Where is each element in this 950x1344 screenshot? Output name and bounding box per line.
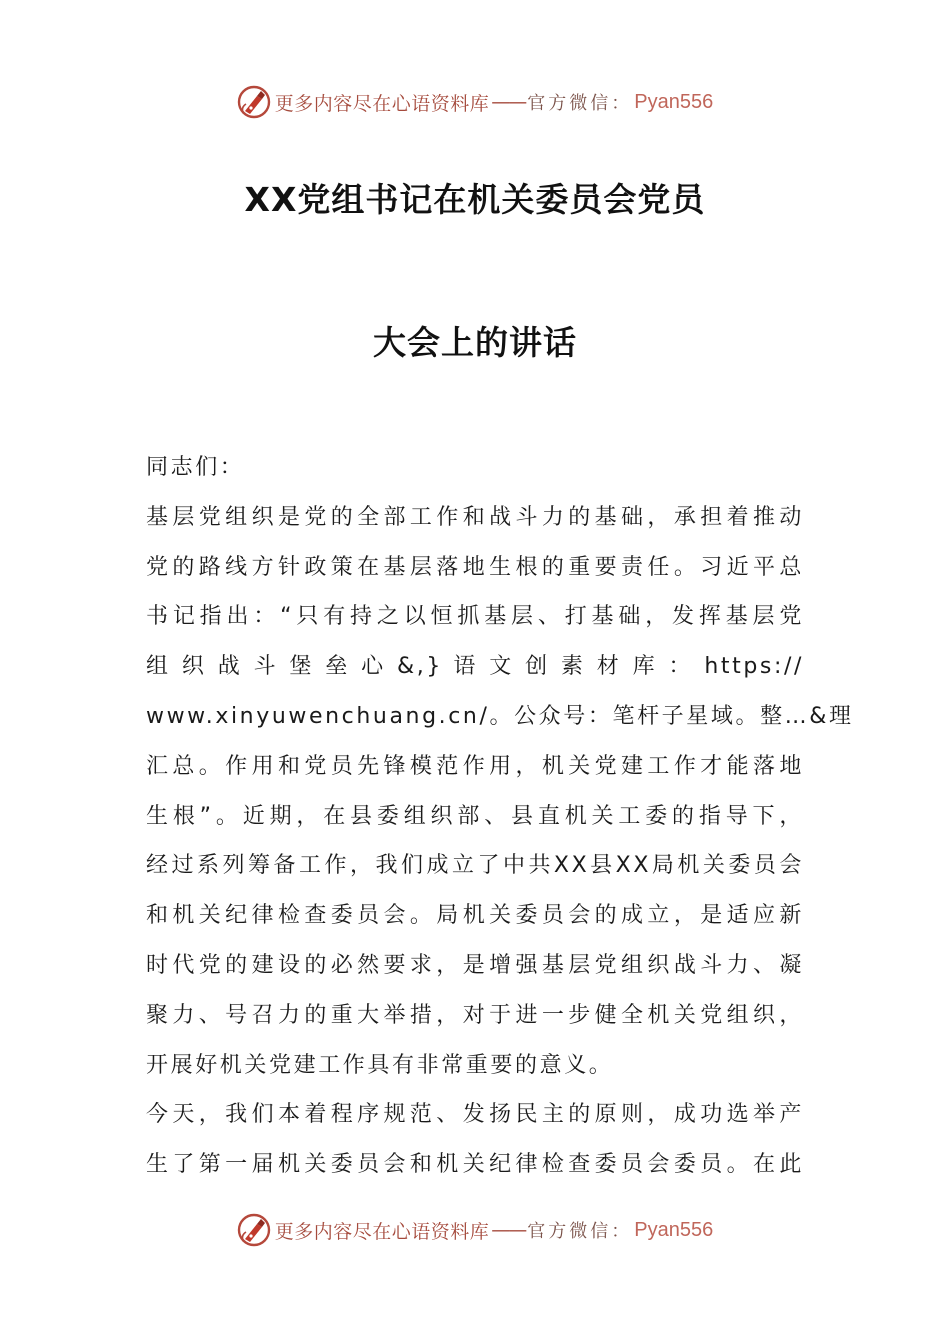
watermark-text: 更多内容尽在心语资料库 [274, 1220, 490, 1243]
body-line: 书记指出：“只有持之以恒抓基层、打基础，发挥基层党 [146, 604, 804, 630]
watermark-wechat-label: 官方微信： [527, 93, 633, 114]
watermark-wechat-id: Pyan556 [634, 90, 714, 113]
body-line: 党的路线方针政策在基层落地生根的重要责任。习近平总 [146, 554, 804, 580]
watermark-dash: —— [491, 1219, 526, 1241]
watermark-text: 更多内容尽在心语资料库 [274, 92, 490, 115]
body-line: 生了第一届机关委员会和机关纪律检查委员会委员。在此 [146, 1152, 804, 1178]
body-line: 汇总。作用和党员先锋模范作用，机关党建工作才能落地 [146, 753, 804, 779]
watermark-dash: —— [491, 91, 526, 113]
body-line: 时代党的建设的必然要求，是增强基层党组织战斗力、凝 [146, 952, 804, 978]
body-line: www.xinyuwenchuang.cn/。公众号：笔杆子星域。整…&理 [146, 703, 854, 729]
pen-nib-logo-icon [237, 85, 271, 119]
body-line: 和机关纪律检查委员会。局机关委员会的成立，是适应新 [146, 903, 804, 929]
watermark-wechat-id: Pyan556 [634, 1218, 714, 1241]
pen-nib-logo-icon [237, 1213, 271, 1247]
document-title-line-1: XX党组书记在机关委员会党员 [244, 180, 706, 219]
body-line: 同志们： [146, 455, 245, 480]
body-line: 开展好机关党建工作具有非常重要的意义。 [146, 1052, 614, 1078]
body-line: 基层党组织是党的全部工作和战斗力的基础，承担着推动 [146, 504, 804, 530]
body-line: 聚力、号召力的重大举措，对于进一步健全机关党组织， [146, 1002, 804, 1028]
footer-watermark [0, 1210, 950, 1250]
body-line: 今天，我们本着程序规范、发扬民主的原则，成功选举产 [146, 1102, 804, 1128]
document-body [146, 443, 854, 1190]
watermark-wechat-label: 官方微信： [527, 1221, 633, 1242]
header-watermark [0, 82, 950, 122]
body-line: 组 织 战 斗 堡 垒 心 &,} 语 文 创 素 材 库 ： https:// [146, 654, 804, 680]
body-line: 经过系列筹备工作，我们成立了中共XX县XX局机关委员会 [146, 853, 804, 879]
body-line: 生根”。近期，在县委组织部、县直机关工委的指导下， [146, 803, 804, 829]
document-title-line-2: 大会上的讲话 [373, 323, 577, 362]
